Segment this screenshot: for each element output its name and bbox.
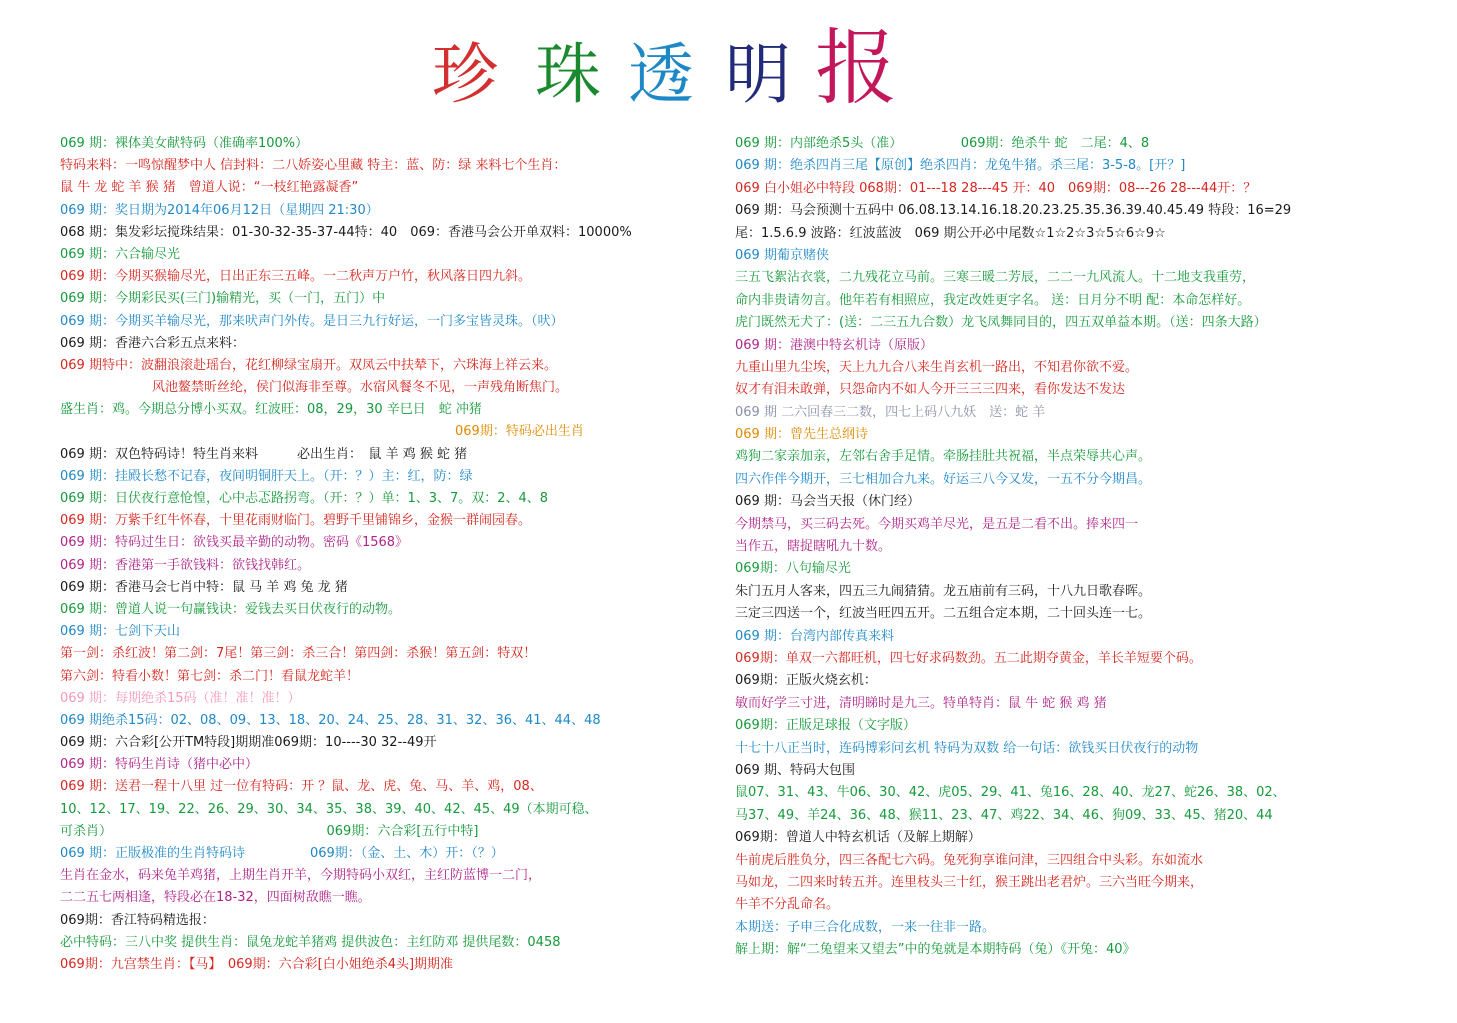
right-column-line: 十七十八正当时，连码博彩问玄机 特码为双数 给一句话：欲钱买日伏夜行的动物 (735, 740, 1199, 756)
left-column-line: 069 期：每期绝杀15码（准！准！准！） (60, 690, 301, 706)
right-column (735, 133, 1435, 961)
left-column-line: 069 期：今期买羊输尽光，那来吠声门外传。是日三九行好运，一门多宝皆灵珠。（吠） (60, 313, 564, 329)
right-column-line: 当作五，瞎捉瞎吼九十数。 (735, 539, 892, 555)
left-column-line: 069 期：曾道人说一句赢钱诀：爱钱去买日伏夜行的动物。 (60, 601, 401, 617)
left-column-line: 第一剑：杀红波！第二剑：7尾！第三剑：杀三合！第四剑：杀猴！第五剑：特双！ (60, 646, 537, 662)
left-column-line: 069 期：六合输尽光 (60, 246, 180, 262)
left-column-line: 069 期：香港马会七肖中特：鼠 马 羊 鸡 兔 龙 猪 (60, 579, 348, 595)
right-column-line: 069 期 二六回春三二数，四七上码八九妖 送：蛇 羊 (735, 404, 1046, 420)
left-column-line: 069 期：今期彩民买(三门)输精光，买（一门，五门）中 (60, 291, 386, 307)
left-column-line: 069 期：送君一程十八里 过一位有特码：开 ？鼠、龙、虎、兔、马、羊、鸡，08、 (60, 779, 543, 795)
right-column-line: 本期送：子申三合化成数，一来一往非一路。 (735, 919, 996, 935)
right-column-line: 牛前虎后胜负分，四三各配七六码。兔死狗享谁问津，三四组合中头彩。东如流水 (735, 852, 1204, 868)
right-column-line: 三五飞絮沾衣裳，二九残花立马前。三寒三暖二芳辰，二二一九风流人。十二地支我重劳， (735, 270, 1256, 286)
left-column-line: 第六剑：特看小数！第七剑：杀二门！看鼠龙蛇羊！ (60, 668, 360, 684)
right-column-line: 奴才有泪未敢弹，只怨命内不如人今开三三三四来，看你发达不发达 (735, 382, 1126, 398)
left-column-line: 特码来料：一鸣惊醒梦中人 信封料：二八娇姿心里藏 特主：蓝、防：绿 来料七个生肖： (60, 158, 567, 174)
right-column-line: 069期：曾道人中特玄机话（及解上期解） (735, 830, 981, 846)
left-column (60, 133, 720, 976)
right-column-line: 069期：正版足球报（文字版） (735, 718, 916, 734)
left-column-line: 068 期：集发彩坛搅珠结果：01-30-32-35-37-44特：40 069：香港马会公开单双料：10000% (60, 224, 632, 240)
right-column-line: 三定三四送一个，红波当旺四五开。二五组合定本期，二十回头连一七。 (735, 606, 1152, 622)
left-column-line: 069 期：挂殿长愁不记春，夜间明铜肝天上。（开：？）主：红，防：绿 (60, 468, 473, 484)
left-column-line: 生肖在金水，码来兔羊鸡猪，上期生肖开羊，今期特码小双红，主红防蓝博一二门， (60, 868, 542, 884)
right-column-line: 尾：1.5.6.9 波路：红波蓝波 069 期公开必中尾数☆1☆2☆3☆5☆6☆9☆ (735, 225, 1166, 241)
right-column-line: 解上期：解“二兔望来又望去”中的兔就是本期特码（兔）《开兔：40》 (735, 942, 1136, 958)
page-title (420, 21, 900, 120)
right-column-line: 鼠07、31、43、牛06、30、42、虎05、29、41、兔16、28、40、龙27、蛇26、38、02、 (735, 785, 1286, 801)
title-char-5: 报 (815, 21, 898, 116)
right-column-line: 069 期：马会当天报（休门经） (735, 494, 920, 510)
left-column-line: 10、12、17、19、22、26、29、30、34、35、38、39、40、42、45、49（本期可稳、 (60, 801, 598, 817)
left-column-line: 二二五七两相逢，特段必在18-32，四面树敌瞧一瞧。 (60, 890, 371, 906)
left-column-line: 069 期：日伏夜行意怆惶，心中忐忑路拐弯。（开：？）单：1、3、7。双：2、4、8 (60, 491, 549, 506)
right-column-line: 069 期：曾先生总纲诗 (735, 427, 868, 443)
right-column-line: 鸡狗二家亲加亲，左邻右舍手足情。牵肠挂肚共祝福，半点荣辱共心声。 (735, 449, 1152, 465)
right-column-line: 牛羊不分乱命名。 (735, 897, 840, 913)
left-column-line: 069 期：裸体美女献特码（准确率100%） (60, 136, 309, 151)
right-column-line: 069 期：港澳中特玄机诗（原版） (735, 337, 933, 353)
right-column-line: 069 期葡京赌侠 (735, 247, 829, 263)
right-column-line: 虎门既然无犬了：(送：二三五九合数）龙飞凤舞同目的，四五双单益本期。（送：四条大路） (735, 315, 1267, 331)
left-column-line: 必中特码：三八中奖 提供生肖：鼠兔龙蛇羊猪鸡 提供波色：主红防邓 提供尾数：0458 (60, 934, 561, 950)
left-column-line: 069 期绝杀15码：02、08、09、13、18、20、24、25、28、31、32、36、41、44、48 (60, 712, 601, 728)
left-column-line: 069 期：今期买猴输尽光，日出正东三五峰。一二秋声万户竹，秋风落日四九斜。 (60, 269, 531, 285)
left-column-line: 风池鳌禁昕丝纶，侯门似海非至尊。水宿风餐冬不见，一声残角断焦门。 (152, 380, 569, 396)
left-column-line: 鼠 牛 龙 蛇 羊 猴 猪 曾道人说：“一枝红艳露凝香” (60, 180, 359, 196)
left-column-line: 069 期：正版极准的生肖特码诗 069期：（金、土、木）开：（？） (60, 846, 504, 861)
left-column-line: 069 期：六合彩[公开TM特段]期期准069期：10----30 32--49开 (60, 735, 437, 751)
right-column-line: 四六作伴今期开，三七相加合九来。好运三八今又发，一五不分今期昌。 (735, 471, 1152, 487)
right-column-line: 敏而好学三寸进，清明睇时是九三。特单特肖：鼠 牛 蛇 猴 鸡 猪 (735, 695, 1107, 711)
left-column-line: 可杀肖） 069期：六合彩[五行中特] (60, 823, 479, 839)
left-column-line: 盛生肖：鸡。今期总分博小买双。红波旺：08，29，30 辛巳日 蛇 冲猪 (60, 402, 482, 418)
right-column-line: 今期禁马，买三码去死。今期买鸡羊尽光，是五是二看不出。捧来四一 (735, 516, 1139, 532)
right-column-line: 069 白小姐必中特段 068期：01---18 28---45 开：40 069期：08---26 28---44开：？ (735, 180, 1257, 196)
right-column-line: 069 期：绝杀四肖三尾【原创】绝杀四肖：龙兔牛猪。杀三尾：3-5-8。[开？] (735, 158, 1186, 174)
left-column-line: 069期：香江特码精选报： (60, 912, 215, 928)
left-column-line: 069 期：香港第一手欲钱料：欲钱找韩红。 (60, 557, 310, 573)
right-column-line: 九重山里九尘埃，天上九九合八来生肖玄机一路出，不知君你欲不爱。 (735, 359, 1139, 375)
left-column-line: 069 期：特码生肖诗（猪中必中） (60, 757, 258, 773)
title-char-3: 透 (628, 36, 694, 113)
title-char-2: 珠 (535, 36, 601, 113)
left-column-line: 069 期：香港六合彩五点来料： (60, 335, 245, 351)
left-column-line: 069 期：双色特码诗！特生肖来料 必出生肖： 鼠 羊 鸡 猴 蛇 猪 (60, 446, 468, 462)
right-column-line: 马37、49、羊24、36、48、猴11、23、47、鸡22、34、46、狗09、33、45、猪20、44 (735, 807, 1273, 823)
left-column-line: 069 期：特码过生日：欲钱买最辛勤的动物。密码《1568》 (60, 535, 409, 551)
left-column-line: 069 期：奖日期为2014年06月12日（星期四 21:30） (60, 202, 379, 218)
right-column-line: 069期：八句输尽光 (735, 561, 851, 577)
right-column-line: 069 期：内部绝杀5头（准） 069期：绝杀牛 蛇 二尾：4、8 (735, 136, 1150, 151)
right-column-line: 069 期、特码大包围 (735, 762, 855, 778)
right-column-line: 069期：单双一六都旺机，四七好求码数劲。五二此期夺黄金，羊长羊短要个码。 (735, 650, 1202, 666)
left-column-line: 069 期：万紫千红牛怀春，十里花雨财临门。碧野千里铺锦乡，金猴一群闹园春。 (60, 513, 531, 529)
right-column-line: 069期：正版火烧玄机： (735, 673, 877, 689)
right-column-line: 命内非贵请勿言。他年若有相照应，我定改姓更字名。 送：日月分不明 配：本命怎样好。 (735, 292, 1251, 308)
right-column-line: 马如龙，二四来时转五并。连里枝头三十红，猴王跳出老君炉。三六当旺今期来， (735, 874, 1204, 890)
title-char-1: 珍 (432, 36, 498, 113)
left-column-line: 069 期特中：波翻浪滚赴瑶台，花红柳绿宝扇开。双凤云中扶辇下，六珠海上祥云来。 (60, 357, 557, 373)
left-column-line: 069期：九宫禁生肖：【马】 069期：六合彩[白小姐绝杀4头]期期准 (60, 956, 454, 972)
left-column-line: 069 期：七剑下天山 (60, 624, 180, 640)
left-column-line: 069期：特码必出生肖 (455, 424, 584, 440)
title-char-4: 明 (725, 36, 791, 113)
right-column-line: 朱门五月人客来，四五三九闹猜猜。龙五庙前有三码，十八九日歌春晖。 (735, 583, 1152, 599)
right-column-line: 069 期：台湾内部传真来料 (735, 628, 894, 644)
right-column-line: 069 期：马会预测十五码中 06.08.13.14.16.18.20.23.25.35.36.39.40.45.49 特段：16=29 (735, 203, 1292, 219)
